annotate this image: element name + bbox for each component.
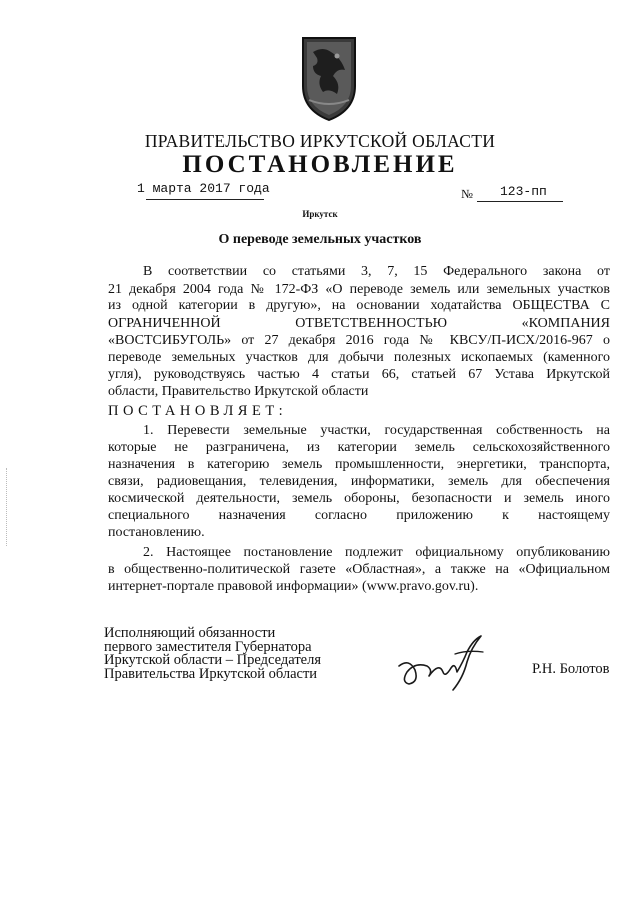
preamble-line: ОГРАНИЧЕННОЙ ОТВЕТСТВЕННОСТЬЮ «КОМПАНИЯ	[108, 316, 610, 331]
preamble-line: угля), руководствуясь частью 4 статьи 66, статьей 67 Устава Иркутской	[108, 367, 610, 382]
signatory-title-line: Правительства Иркутской области	[104, 666, 318, 682]
preamble-line: В соответствии со статьями 3, 7, 15 Федерального закона от	[143, 264, 610, 279]
item1-line: специального назначения согласно приложению к настоящему	[108, 508, 610, 523]
decree-word: ПОСТАНОВЛЯЕТ:	[108, 403, 288, 419]
document-number: 123-пп	[500, 184, 547, 199]
government-name: ПРАВИТЕЛЬСТВО ИРКУТСКОЙ ОБЛАСТИ	[144, 131, 496, 151]
item1-line: космической деятельности, земель обороны, безопасности и земель иного	[108, 491, 610, 506]
signatory-title-line: Иркутской области – Председателя	[104, 652, 321, 668]
item1-line: 1. Перевести земельные участки, государственная собственность на	[143, 423, 610, 438]
number-sign: №	[461, 187, 473, 201]
handwritten-signature	[393, 632, 489, 694]
number-underline	[477, 201, 563, 202]
document-subject: О переводе земельных участков	[218, 232, 422, 247]
coat-of-arms-icon	[297, 34, 361, 122]
item1-line: назначения в категорию земель промышленности, энергетики, транспорта,	[108, 457, 610, 472]
city-name: Иркутск	[302, 209, 338, 219]
date-underline	[146, 199, 264, 200]
item1-line: которые не разграничена, из категории земель сельскохозяйственного	[108, 440, 610, 455]
preamble-line: 21 декабря 2004 года № 172-ФЗ «О переводе земель или земельных участков	[108, 282, 610, 297]
signatory-name: Р.Н. Болотов	[532, 661, 610, 677]
item2-line: в общественно-политической газете «Областная», а также на «Официальном	[108, 562, 610, 577]
preamble-line: области, Правительство Иркутской области	[108, 384, 369, 399]
item1-line: постановлению.	[108, 525, 205, 540]
item1-line: связи, радиовещания, телевидения, информатики, земель для обеспечения	[108, 474, 610, 489]
document-date: 1 марта 2017 года	[137, 181, 270, 196]
signatory-title-line: Исполняющий обязанности	[104, 625, 276, 641]
scan-margin-marks	[6, 468, 9, 546]
preamble-line: из одной категории в другую», на основании ходатайства ОБЩЕСТВА С	[108, 298, 610, 313]
item2-line: 2. Настоящее постановление подлежит официальному опубликованию	[143, 545, 610, 560]
item2-line: интернет-портале правовой информации» (www.pravo.gov.ru).	[108, 579, 479, 594]
preamble-line: переводе земельных участков для добычи полезных ископаемых (каменного	[108, 350, 610, 365]
document-type-title: ПОСТАНОВЛЕНИЕ	[182, 151, 458, 178]
signatory-title-line: первого заместителя Губернатора	[104, 639, 312, 655]
preamble-line: «ВОСТСИБУГОЛЬ» от 27 декабря 2016 года № КВСУ/П-ИСХ/2016-967 о	[108, 333, 610, 348]
